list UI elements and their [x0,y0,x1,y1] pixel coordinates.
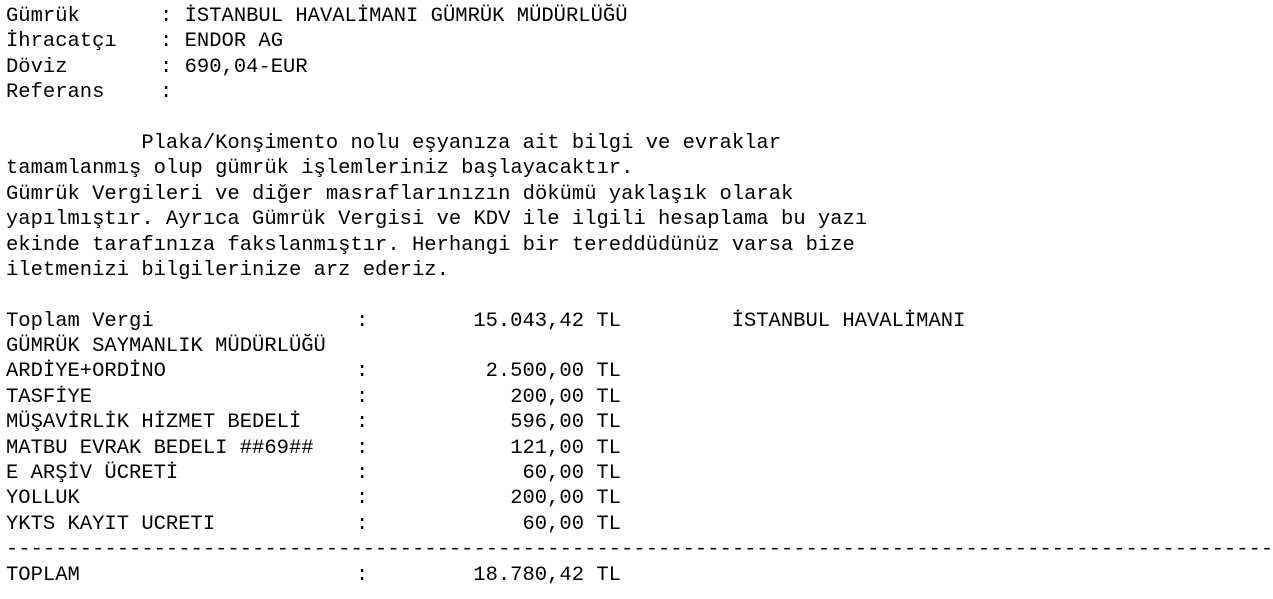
cost-amount: 60,00 [522,512,584,536]
cost-label: Toplam Vergi [6,309,154,333]
cost-amount: 596,00 [510,411,584,435]
total-row [6,563,1008,588]
cost-amount: 121,00 [510,436,584,460]
colon: : [160,5,173,28]
cost-row-toplam-vergi [6,309,1008,334]
body-line: tamamlanmış olup gümrük işlemleriniz başlayacaktır. [6,157,634,181]
cost-note: İSTANBUL HAVALİMANI [731,309,966,333]
cost-note-continued: GÜMRÜK SAYMANLIK MÜDÜRLÜĞÜ [6,335,326,359]
total-amount: 18.780,42 [473,563,584,587]
cost-label: YOLLUK [6,487,80,511]
cost-amount: 2.500,00 [485,360,584,384]
cost-row [6,461,1008,486]
cost-row [6,436,1008,461]
cost-amount: 15.043,42 [473,309,584,333]
cost-currency: TL [596,360,621,384]
cost-label: ARDİYE+ORDİNO [6,360,166,384]
colon: : [160,30,173,54]
body-line: yapılmıştır. Ayrıca Gümrük Vergisi ve KDV ile ilgili hesaplama bu yazı [6,208,868,232]
colon: : [356,512,369,536]
body-line: Plaka/Konşimento nolu eşyanıza ait bilgi ve evraklar [6,131,782,155]
cost-currency: TL [596,411,621,435]
total-label: TOPLAM [6,563,80,587]
cost-currency: TL [596,462,621,486]
cost-label: MÜŞAVİRLİK HİZMET BEDELİ [6,411,302,435]
colon: : [356,487,369,511]
colon: : [356,385,369,409]
total-currency: TL [596,563,621,587]
cost-label: MATBU EVRAK BEDELI ##69## [6,436,314,460]
header-ihracatci-row [6,29,1008,54]
cost-label: E ARŞİV ÜCRETİ [6,462,179,486]
colon: : [356,411,369,435]
cost-row [6,512,1008,537]
referans-label: Referans [6,81,105,105]
ihracatci-value: ENDOR AG [184,30,284,54]
spacer [6,283,1008,308]
header-gumruk-row [6,4,1008,29]
customs-letter [6,4,1273,588]
cost-amount: 200,00 [510,385,584,409]
colon: : [356,462,369,486]
cost-row [6,359,1008,384]
doviz-label: Döviz [6,55,68,79]
cost-amount: 60,00 [522,462,584,486]
cost-amount: 200,00 [510,487,584,511]
body-line: iletmenizi bilgilerinize arz ederiz. [6,258,449,282]
cost-currency: TL [596,385,621,409]
header-referans-row [6,80,1008,105]
doviz-value: 690,04-EUR [184,55,308,79]
colon: : [160,55,173,79]
cost-currency: TL [596,436,621,460]
cost-row [6,410,1008,435]
cost-label: TASFİYE [6,385,93,409]
gumruk-label: Gümrük [6,5,80,28]
colon: : [356,309,369,333]
cost-currency: TL [596,309,621,333]
body-line: ekinde tarafınıza fakslanmıştır. Herhangi bir tereddüdünüz varsa bize [6,233,855,257]
cost-currency: TL [596,487,621,511]
colon: : [160,81,173,105]
ihracatci-label: İhracatçı [6,30,117,54]
cost-currency: TL [596,512,621,536]
spacer [6,106,1008,131]
cost-row [6,486,1008,511]
cost-row [6,385,1008,410]
body-line: Gümrük Vergileri ve diğer masraflarınızın dökümü yaklaşık olarak [6,182,794,206]
gumruk-value: İSTANBUL HAVALİMANI GÜMRÜK MÜDÜRLÜĞÜ [184,5,628,28]
colon: : [356,360,369,384]
separator-line: ------------------------------------------------------------------------------------------------------- [6,538,1273,562]
colon: : [356,436,369,460]
cost-label: YKTS KAYIT UCRETI [6,512,216,536]
header-doviz-row [6,55,1008,80]
colon: : [356,563,369,587]
